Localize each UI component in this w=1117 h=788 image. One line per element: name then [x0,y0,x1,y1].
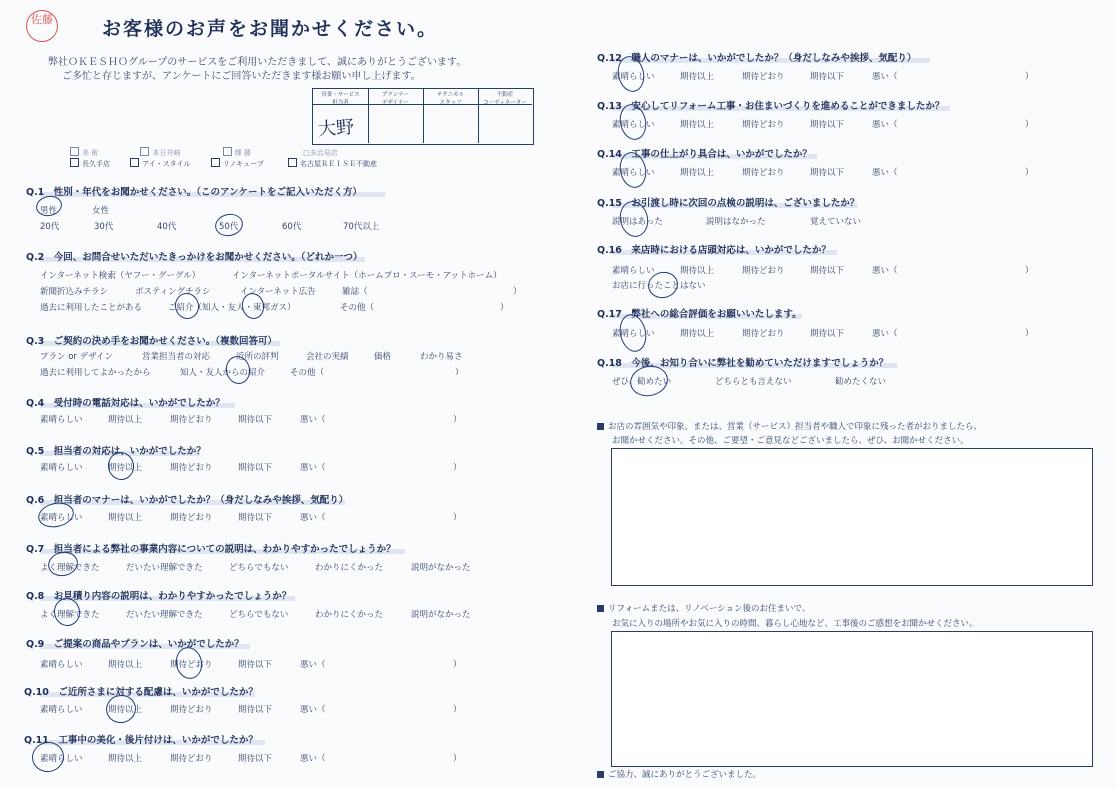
option-below[interactable]: 期待以下 [238,513,273,523]
option-not-recommend[interactable]: 勧めたくない [835,377,887,387]
option-below[interactable]: 期待以下 [238,415,273,425]
option-excellent[interactable]: 素晴らしい [40,754,83,764]
question-9: Q.9 ご提案の商品やプランは、いかがでしたか？ [26,639,244,650]
q13-options: 素晴らしい 期待以上 期待どおり 期待以下 悪い（ ） [612,120,1034,130]
option-above[interactable]: 期待以上 [108,513,143,523]
option-definitely-recommend[interactable]: ぜひ、勧めたい [612,377,672,387]
option-as-expected[interactable]: 期待どおり [742,168,785,178]
option-above[interactable]: 期待以上 [108,463,143,473]
question-2: Q.2 今回、お問合せいただいたきっかけをお聞かせください。（どれか一つ） [26,252,363,263]
option-bad[interactable]: 悪い（ [300,513,326,523]
option-below[interactable]: 期待以下 [810,266,845,276]
question-10: Q.10 ご近所さまに対する配慮は、いかがでしたか？ [24,687,258,698]
option-bad[interactable]: 悪い（ [300,415,326,425]
option-bad[interactable]: 悪い（ [300,754,326,764]
option-no-explanation[interactable]: 説明がなかった [411,563,471,573]
staff-header-realestate: 不動産 コーディネーター [483,92,527,106]
q6-options: 素晴らしい 期待以上 期待どおり 期待以下 悪い（ ） [40,513,462,523]
q14-options: 素晴らしい 期待以上 期待どおり 期待以下 悪い（ ） [612,168,1034,178]
option-no-explanation[interactable]: 説明がなかった [411,610,471,620]
store-row-1: 長久手店 アイ・スタイル リノキューブ 名古屋ＲＥＩＳＥ不動産 [70,158,377,169]
option-posting-flyer[interactable]: ポスティングチラシ [135,287,211,297]
option-excellent[interactable]: 素晴らしい [612,120,655,130]
staff-header-sales: 営業・サービス 担当者 [321,92,360,106]
option-internet-search[interactable]: インターネット検索（ヤフー・グーグル） [40,271,201,281]
option-as-expected[interactable]: 期待どおり [742,329,785,339]
option-hard-to-understand[interactable]: わかりにくかった [315,563,384,573]
option-excellent[interactable]: 素晴らしい [40,660,83,670]
option-above[interactable]: 期待以上 [108,415,143,425]
option-40s[interactable]: 40代 [157,222,177,232]
option-excellent[interactable]: 素晴らしい [612,266,655,276]
question-6: Q.6 担当者のマナーは、いかがでしたか？（身だしなみや挨拶、気配り） [26,495,349,506]
option-plan-design[interactable]: プラン or デザイン [40,352,114,362]
comment-1-prompt-2: お聞かせください。その他、ご要望・ご意見などございましたら、ぜひ、お聞かせください。 [612,436,969,446]
option-bad[interactable]: 悪い（ [872,120,898,130]
option-30s[interactable]: 30代 [94,222,114,232]
option-dont-remember[interactable]: 覚えていない [810,217,862,227]
option-price[interactable]: 価格 [374,352,392,362]
comment-2-prompt-2: お気に入りの場所やお気に入りの時間、暮らし心地など、工事後のご感想をお聞かせください。 [612,619,978,629]
option-other[interactable]: その他（ [340,303,375,313]
question-11: Q.11 工事中の美化・後片付けは、いかがでしたか？ [24,735,258,746]
question-3: Q.3 ご契約の決め手をお聞かせください。（複数回答可） [26,336,278,347]
comment-1-prompt: お店の雰囲気や印象。または、営業（サービス）担当者や職人で印象に残った者がおりましたら、 [597,420,982,432]
option-bad[interactable]: 悪い（ [300,463,326,473]
option-bad[interactable]: 悪い（ [300,705,326,715]
question-4: Q.4 受付時の電話対応は、いかがでしたか？ [26,398,225,409]
q4-options: 素晴らしい 期待以上 期待どおり 期待以下 悪い（ ） [40,415,462,425]
option-good-experience[interactable]: 過去に利用してよかったから [40,368,151,378]
option-used-before[interactable]: 過去に利用したことがある [40,303,143,313]
option-hard-to-understand[interactable]: わかりにくかった [315,610,384,620]
option-excellent[interactable]: 素晴らしい [612,329,655,339]
option-as-expected[interactable]: 期待どおり [742,72,785,82]
checkbox-store[interactable] [211,158,220,167]
q5-options: 素晴らしい 期待以上 期待どおり 期待以下 悪い（ ） [40,463,462,473]
option-bad[interactable]: 悪い（ [872,168,898,178]
question-7: Q.7 担当者による弊社の事業内容についての説明は、わかりやすかったでしょうか？ [26,544,396,555]
q15-options [612,215,861,227]
option-track-record[interactable]: 会社の実績 [306,352,349,362]
option-explained[interactable]: 説明はあった [612,217,663,227]
checkbox-store[interactable] [70,158,79,167]
option-excellent[interactable]: 素晴らしい [40,415,83,425]
option-above[interactable]: 期待以上 [680,168,715,178]
q12-options: 素晴らしい 期待以上 期待どおり 期待以下 悪い（ ） [612,72,1034,82]
option-below[interactable]: 期待以下 [238,705,273,715]
option-magazine[interactable]: 雑誌（ [342,287,368,297]
option-never-visited[interactable]: お店に行ったことはない [612,281,706,291]
option-referral[interactable]: ご紹介（知人・友人・東邦ガス） [168,303,296,313]
option-above[interactable]: 期待以上 [680,266,715,276]
q17-options: 素晴らしい 期待以上 期待どおり 期待以下 悪い（ ） [612,329,1034,339]
comment-1-textarea[interactable] [611,448,1093,586]
option-portal-site[interactable]: インターネットポータルサイト（ホームプロ・スーモ・アットホーム） [232,271,502,281]
page-title: お客様のお声をお聞かせください。 [102,18,439,40]
staff-header-technical: テクニカル スタッフ [436,92,465,106]
q9-options: 素晴らしい 期待以上 期待どおり 期待以下 悪い（ ） [40,660,462,670]
option-mostly-understood[interactable]: だいたい理解できた [126,563,203,573]
store-row-0: 美 術 本日井崎 輝 藤 □多治見店 [70,147,338,158]
seal-stamp [26,10,58,42]
option-mostly-understood[interactable]: だいたい理解できた [126,610,203,620]
option-neutral[interactable]: どちらでもない [229,563,289,573]
option-as-expected[interactable]: 期待どおり [742,120,785,130]
option-excellent[interactable]: 素晴らしい [40,705,83,715]
option-excellent[interactable]: 素晴らしい [40,463,83,473]
question-8: Q.8 お見積り内容の説明は、わかりやすかったでしょうか？ [26,591,292,602]
option-as-expected[interactable]: 期待どおり [170,463,213,473]
option-above[interactable]: 期待以上 [680,72,715,82]
question-13: Q.13 安心してリフォーム工事・お住まいづくりを進めることができましたか？ [597,101,945,112]
seal-text: 佐藤 [31,13,53,26]
option-newspaper-flyer[interactable]: 新聞折込みチラシ [40,287,109,297]
option-above[interactable]: 期待以上 [680,120,715,130]
option-as-expected[interactable]: 期待どおり [170,754,213,764]
question-16: Q.16 来店時における店頭対応は、いかがでしたか？ [597,245,831,256]
option-not-explained[interactable]: 説明はなかった [706,217,766,227]
option-50s[interactable]: 50代 [219,222,239,232]
option-friend-referral[interactable]: 知人・友人からの紹介 [180,368,266,378]
q16-options: 素晴らしい 期待以上 期待どおり 期待以下 悪い（ ） [612,266,1034,276]
option-above[interactable]: 期待以上 [108,754,143,764]
option-female[interactable]: 女性 [92,206,110,216]
thanks-message: ご協力、誠にありがとうございました。 [597,768,761,780]
answer-circle [173,645,205,682]
answer-circle [213,211,245,238]
question-14: Q.14 工事の仕上がり具合は、いかがでしたか？ [597,149,812,160]
option-excellent[interactable]: 素晴らしい [40,513,83,523]
option-reputation[interactable]: 近所の評判 [236,352,279,362]
option-understood-well[interactable]: よく理解できた [40,610,100,620]
option-below[interactable]: 期待以下 [810,168,845,178]
option-male[interactable]: 男性 [40,206,58,216]
option-sales-response[interactable]: 営業担当者の対応 [142,352,211,362]
question-5: Q.5 担当者の対応は、いかがでしたか？ [26,446,206,457]
staff-header-planner: プランナー デザイナー [381,92,410,106]
paren-close: ） [500,303,509,313]
q11-options: 素晴らしい 期待以上 期待どおり 期待以下 悪い（ ） [40,754,462,764]
checkbox-store[interactable] [130,158,139,167]
question-12: Q.12 職人のマナーは、いかがでしたか？（身だしなみや挨拶、気配り） [597,53,917,64]
option-60s[interactable]: 60代 [282,222,302,232]
comment-2-prompt: リフォームまたは、リノベーション後のお住まいで、 [597,602,810,614]
comment-2-textarea[interactable] [611,631,1093,767]
option-bad[interactable]: 悪い（ [872,266,898,276]
option-bad[interactable]: 悪い（ [872,72,898,82]
option-excellent[interactable]: 素晴らしい [612,168,655,178]
option-above[interactable]: 期待以上 [680,329,715,339]
option-understood-well[interactable]: よく理解できた [40,563,100,573]
question-17: Q.17 弊社への総合評価をお願いいたします。 [597,309,802,320]
option-above[interactable]: 期待以上 [108,660,143,670]
question-18: Q.18 今後、お知り合いに弊社を勧めていただけますでしょうか？ [597,358,889,369]
q7-options [40,561,471,573]
q10-options: 素晴らしい 期待以上 期待どおり 期待以下 悪い（ ） [40,705,462,715]
option-70s-plus[interactable]: 70代以上 [343,222,380,232]
option-excellent[interactable]: 素晴らしい [612,72,655,82]
option-as-expected[interactable]: 期待どおり [170,415,213,425]
option-below[interactable]: 期待以下 [810,72,845,82]
option-bad[interactable]: 悪い（ [872,329,898,339]
option-clarity[interactable]: わかり易さ [420,352,463,362]
option-internet-ad[interactable]: インターネット広告 [240,287,316,297]
paren-close: ） [513,287,522,297]
option-as-expected[interactable]: 期待どおり [170,660,213,670]
intro-line-1: 弊社ＯＫＥＳＨＯグループのサービスをご利用いただきまして、誠にありがとうございます。 [48,57,467,68]
q8-options [40,608,471,620]
staff-handwritten-name: 大野 [317,116,355,141]
option-below[interactable]: 期待以下 [238,660,273,670]
option-as-expected[interactable]: 期待どおり [170,513,213,523]
option-as-expected[interactable]: 期待どおり [742,266,785,276]
intro-line-2: ご多忙と存じますが、アンケートにご回答いただきます様お願い申し上げます。 [62,71,421,82]
question-15: Q.15 お引渡し時に次回の点検の説明は、ございましたか？ [597,198,860,209]
checkbox-store[interactable] [288,158,297,167]
option-below[interactable]: 期待以下 [810,120,845,130]
option-below[interactable]: 期待以下 [238,463,273,473]
question-1: Q.1 性別・年代をお聞かせください。（このアンケートをご記入いただく方） [26,187,362,198]
option-bad[interactable]: 悪い（ [300,660,326,670]
option-neutral[interactable]: どちらでもない [229,610,289,620]
paren-close: ） [455,368,464,378]
option-20s[interactable]: 20代 [40,222,60,232]
option-above[interactable]: 期待以上 [108,705,143,715]
option-other[interactable]: その他（ [290,368,325,378]
option-as-expected[interactable]: 期待どおり [170,705,213,715]
option-below[interactable]: 期待以下 [810,329,845,339]
option-cannot-say[interactable]: どちらとも言えない [715,377,792,387]
option-below[interactable]: 期待以下 [238,754,273,764]
